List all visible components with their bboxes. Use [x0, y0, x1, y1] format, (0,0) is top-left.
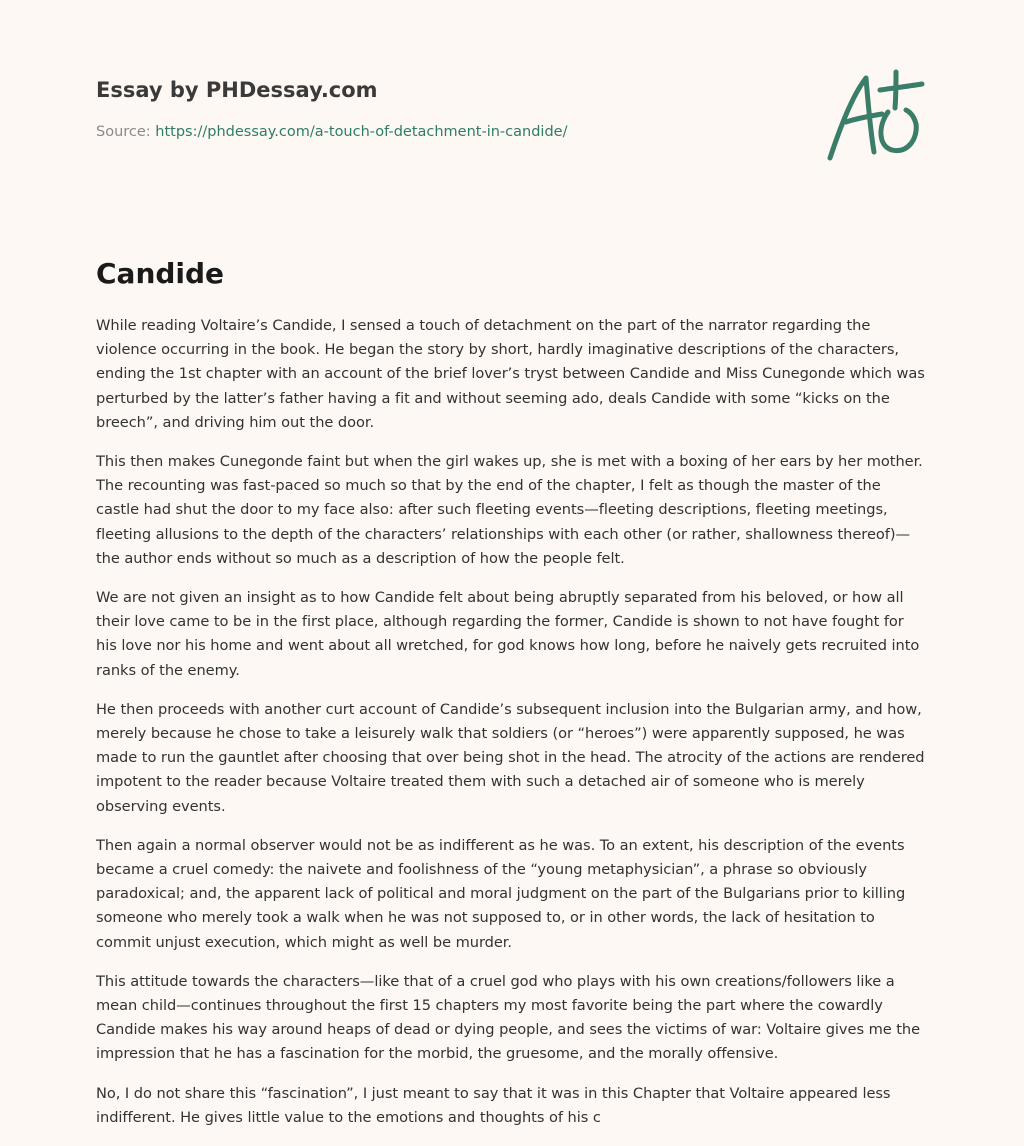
essay-paragraph: No, I do not share this “fascination”, I just meant to say that it was in this Chapter that Voltaire appeared less indifferent. He gives little value to the emotions and thoughts of his c	[96, 1084, 891, 1126]
a-plus-grade-icon	[818, 66, 928, 166]
essay-paragraph: This attitude towards the characters—like that of a cruel god who plays with his own creations/followers like a mean child—continues throughout the first 15 chapters my most favorite being the part where the cowardly Candide makes his way around heaps of dead or dying people, and sees the victims of war: Voltaire gives me the impression that he has a fascination for the morbid, the gruesome, and the morally offensive.	[96, 972, 921, 1063]
essay-paragraph: While reading Voltaire’s Candide, I sensed a touch of detachment on the part of the narrator regarding the violence occurring in the book. He began the story by short, hardly imaginative descriptions of the characters, ending the 1st chapter with an account of the brief lover’s tryst between Candide and Miss Cunegonde which was perturbed by the latter’s father having a fit and without seeming ado, deals Candide with some “kicks on the breech”, and driving him out the door.	[96, 317, 925, 431]
source-label: Source:	[96, 124, 156, 140]
source-line	[96, 122, 796, 142]
essay-paragraph: He then proceeds with another curt account of Candide’s subsequent inclusion into the Bulgarian army, and how, merely because he chose to take a leisurely walk that soldiers (or “heroes”) were apparently supposed, he was made to run the gauntlet after choosing that over being shot in the head. The atrocity of the actions are rendered impotent to the reader because Voltaire treated them with such a detached air of someone who is merely observing events.	[96, 700, 925, 815]
source-link[interactable]: https://phdessay.com/a-touch-of-detachment-in-candide/	[155, 124, 568, 140]
essay-body	[96, 314, 928, 1145]
essay-paragraph: This then makes Cunegonde faint but when the girl wakes up, she is met with a boxing of her ears by her mother. The recounting was fast-paced so much so that by the end of the chapter, I felt as though the master of the castle had shut the door to my face also: after such fleeting events—fleeting descriptions, fleeting meetings, fleeting allusions to the depth of the characters’ relationships with each other (or rather, shallowness thereof)—the author ends without so much as a description of how the people felt.	[96, 453, 923, 567]
essay-paragraph: We are not given an insight as to how Candide felt about being abruptly separated from his beloved, or how all their love came to be in the first place, although regarding the former, Candide is shown to not have fought for his love nor his home and went about all wretched, for god knows how long, before he naively gets recruited into ranks of the enemy.	[96, 589, 920, 679]
essay-title: Candide	[96, 257, 225, 290]
site-brand: Essay by PHDessay.com	[96, 78, 378, 102]
essay-paragraph: Then again a normal observer would not be as indifferent as he was. To an extent, his description of the events became a cruel comedy: the naivete and foolishness of the “young metaphysician”, a phrase so obviously paradoxical; and, the apparent lack of political and moral judgment on the part of the Bulgarians prior to killing someone who merely took a walk when he was not supposed to, or in other words, the lack of hesitation to commit unjust execution, which might as well be murder.	[96, 836, 906, 951]
essay-header	[96, 76, 796, 142]
